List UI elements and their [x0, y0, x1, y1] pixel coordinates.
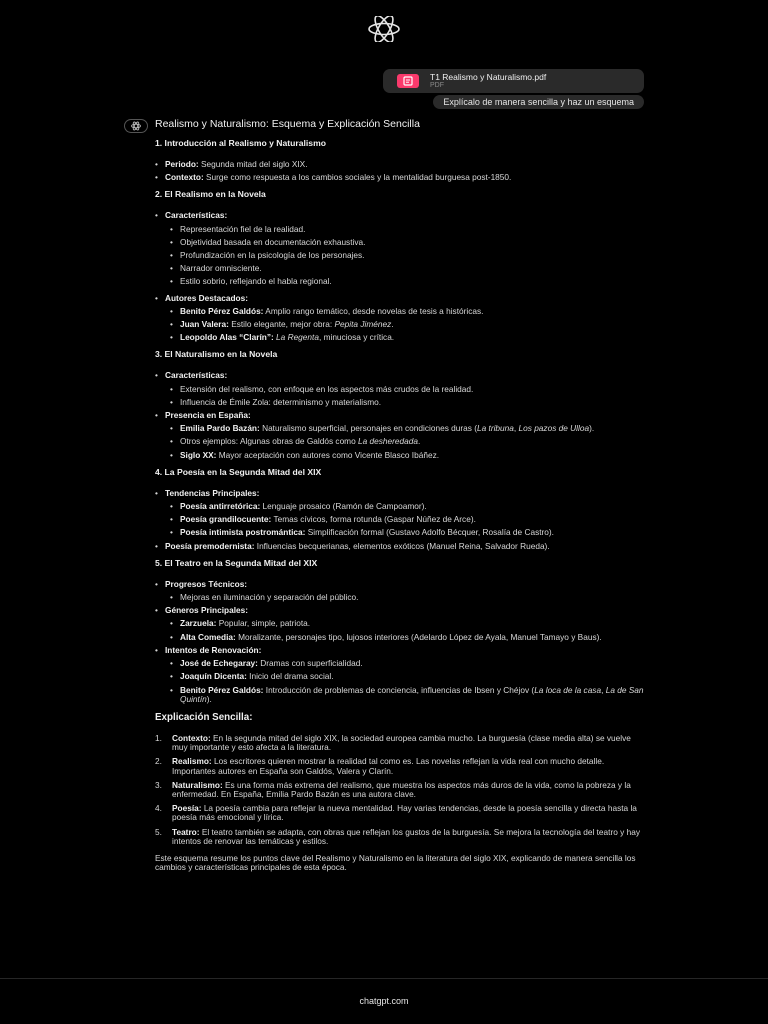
section-4-title: 4. La Poesía en la Segunda Mitad del XIX	[155, 466, 322, 477]
list-item: • Estilo sobrio, reflejando el habla regional.	[155, 277, 645, 286]
item-label: Poesía:	[172, 803, 202, 814]
list-item: • Narrador omnisciente.	[155, 264, 645, 273]
list-item: • Representación fiel de la realidad.	[155, 225, 645, 234]
list-item: • Joaquín Dicenta: Inicio del drama social.	[155, 672, 645, 681]
list-item: • Juan Valera: Estilo elegante, mejor obra: Pepita Jiménez.	[155, 320, 645, 329]
list-item: • Tendencias Principales:	[155, 489, 645, 498]
section-2-title: 2. El Realismo en la Novela	[155, 189, 266, 200]
item-label: Contexto:	[172, 732, 211, 743]
item-text: El teatro también se adapta, con obras que reflejan los gustos de la burguesía. Se mejora la tecnología del teatro y hay intentos de renovar las temáticas y estilos.	[172, 826, 640, 846]
openai-logo-icon	[364, 16, 404, 42]
list-item: • Progresos Técnicos:	[155, 580, 645, 589]
item-number: 5.	[155, 826, 162, 837]
item-text: Es una forma más extrema del realismo, que muestra los aspectos más duros de la vida, como la pobreza y la enfermedad. En España, Emilia Pardo Bazán es una autora clave.	[172, 779, 631, 799]
list-item: • Mejoras en iluminación y separación del público.	[155, 593, 645, 602]
item-number: 2.	[155, 756, 162, 767]
item-label: Realismo:	[172, 756, 212, 767]
list-item: • Características:	[155, 211, 645, 220]
list-item: • José de Echegaray: Dramas con superficialidad.	[155, 659, 645, 668]
section-3-title: 3. El Naturalismo en la Novela	[155, 349, 278, 360]
list-item: • Poesía premodernista: Influencias becquerianas, elementos exóticos (Manuel Reina, Salvador Rueda).	[155, 542, 645, 551]
numbered-item	[155, 828, 645, 846]
list-item: • Profundización en la psicología de los personajes.	[155, 251, 645, 260]
item-number: 1.	[155, 732, 162, 743]
item-text: La poesía cambia para reflejar la nueva mentalidad. Hay varias tendencias, desde la poesía sencilla y directa hasta la poesía más emocional y lírica.	[172, 803, 637, 823]
item-text: Los escritores quieren mostrar la realidad tal como es. Las novelas reflejan la vida real con mucho detalle. Importantes autores en España son Galdós, Valera y Clarín.	[172, 756, 605, 776]
list-item: • Zarzuela: Popular, simple, patriota.	[155, 619, 645, 628]
list-item: • Benito Pérez Galdós: Introducción de problemas de conciencia, influencias de Ibsen y Chéjov (La loca de la casa, La de San Quintín).	[155, 686, 645, 704]
item-number: 3.	[155, 779, 162, 790]
numbered-item	[155, 781, 645, 799]
list-item: • Géneros Principales:	[155, 606, 645, 615]
pdf-file-icon	[397, 74, 419, 88]
list-item: • Contexto: Surge como respuesta a los cambios sociales y la mentalidad burguesa post-1850.	[155, 173, 645, 182]
attachment-card[interactable]	[383, 69, 644, 93]
list-item: • Otros ejemplos: Algunas obras de Galdós como La desheredada.	[155, 437, 645, 446]
list-item: • Poesía intimista postromántica: Simplificación formal (Gustavo Adolfo Bécquer, Rosalía de Castro).	[155, 528, 645, 537]
item-text: En la segunda mitad del siglo XIX, la sociedad europea cambia mucho. La burguesía (clase media alta) se vuelve muy importante y esto afecta a la literatura.	[172, 732, 631, 753]
list-item: • Objetividad basada en documentación exhaustiva.	[155, 238, 645, 247]
item-label: Naturalismo:	[172, 779, 223, 790]
footer-domain: chatgpt.com	[359, 996, 409, 1006]
attachment-file-type: PDF	[430, 82, 444, 89]
attachment-file-name: T1 Realismo y Naturalismo.pdf	[430, 72, 547, 82]
numbered-item	[155, 757, 645, 775]
list-item: • Benito Pérez Galdós: Amplio rango temático, desde novelas de tesis a históricas.	[155, 307, 645, 316]
list-item: • Emilia Pardo Bazán: Naturalismo superficial, personajes en condiciones duras (La tribuna, Los pazos de Ulloa).	[155, 424, 645, 433]
item-number: 4.	[155, 803, 162, 814]
list-item: • Poesía antirretórica: Lenguaje prosaico (Ramón de Campoamor).	[155, 502, 645, 511]
section-5-title: 5. El Teatro en la Segunda Mitad del XIX	[155, 557, 318, 568]
list-item: • Alta Comedia: Moralizante, personajes tipo, lujosos interiores (Adelardo López de Ayala, Manuel Tamayo y Baus).	[155, 633, 645, 642]
item-label: Teatro:	[172, 826, 200, 837]
section-1-title: 1. Introducción al Realismo y Naturalismo	[155, 138, 326, 148]
list-item: • Periodo: Segunda mitad del siglo XIX.	[155, 160, 645, 169]
list-item: • Presencia en España:	[155, 411, 645, 420]
numbered-item	[155, 734, 645, 752]
answer-title: Realismo y Naturalismo: Esquema y Explicación Sencilla	[155, 118, 420, 130]
explanation-title: Explicación Sencilla:	[155, 711, 253, 723]
closing-paragraph: Este esquema resume los puntos clave del Realismo y Naturalismo en la literatura del siglo XIX, explicando de manera sencilla los cambios y características principales de esta época.	[155, 852, 636, 873]
list-item: • Autores Destacados:	[155, 294, 645, 303]
numbered-item	[155, 804, 645, 822]
list-item: • Extensión del realismo, con enfoque en los aspectos más crudos de la realidad.	[155, 385, 645, 394]
list-item: • Influencia de Émile Zola: determinismo y materialismo.	[155, 398, 645, 407]
list-item: • Leopoldo Alas “Clarín”: La Regenta, minuciosa y crítica.	[155, 333, 645, 342]
answer-body	[155, 138, 645, 872]
list-item: • Intentos de Renovación:	[155, 646, 645, 655]
assistant-avatar-icon	[124, 119, 148, 133]
user-message: Explícalo de manera sencilla y haz un esquema	[433, 95, 644, 109]
footer-divider	[0, 978, 768, 979]
list-item: • Siglo XX: Mayor aceptación con autores como Vicente Blasco Ibáñez.	[155, 451, 645, 460]
list-item: • Características:	[155, 371, 645, 380]
list-item: • Poesía grandilocuente: Temas cívicos, forma rotunda (Gaspar Núñez de Arce).	[155, 515, 645, 524]
